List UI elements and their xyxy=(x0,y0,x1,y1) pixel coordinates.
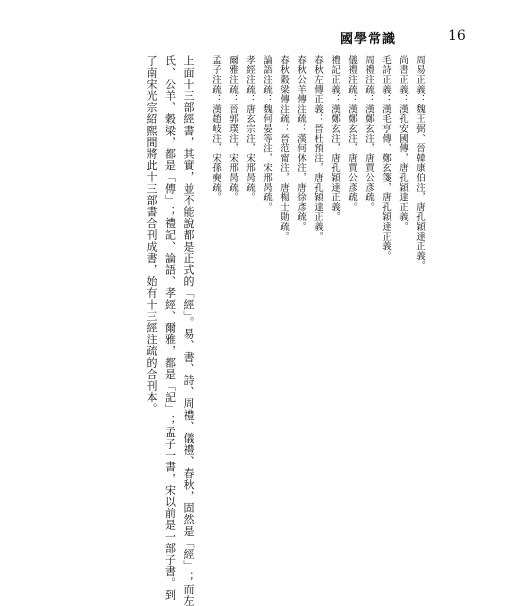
list-item: 尚書正義：漢孔安國傳，唐孔穎達正義。 xyxy=(397,55,408,232)
list-item: 禮記正義：漢鄭玄注，唐孔穎達正義。 xyxy=(329,55,340,222)
page-number: 16 xyxy=(448,28,466,44)
list-item: 孝經注疏：唐玄宗注，宋邢昺疏。 xyxy=(244,55,255,202)
list-item: 周易正義：魏王弼、晉韓康伯注，唐孔穎達正義。 xyxy=(414,55,425,271)
paragraph-line: 上面十三部經書，其實，並不能說都是正式的「經」。易、書、詩、周禮、儀禮、春秋，固然是「經」；而左 xyxy=(182,55,195,606)
list-item: 毛詩正義：漢毛亨傳、鄭玄箋，唐孔穎達正義。 xyxy=(380,55,391,261)
list-item: 爾雅注疏：晉郭璞注，宋邢昺疏。 xyxy=(227,55,238,202)
list-item: 春秋公羊傳注疏：漢何休注，唐徐彥疏。 xyxy=(295,55,306,232)
list-item: 春秋左傳正義：晉杜預注，唐孔穎達正義。 xyxy=(312,55,323,242)
list-item: 儀禮注疏：漢鄭玄注，唐賈公彥疏。 xyxy=(346,55,357,212)
list-item: 論語注疏：魏何晏等注，宋邢昺疏。 xyxy=(261,55,272,212)
paragraph-line: 了南宋光宗紹熙間將此十三部書合刊成書，始有十三經注疏的合刊本。 xyxy=(145,55,158,415)
list-item: 周禮注疏：漢鄭玄注，唐賈公彥疏。 xyxy=(363,55,374,212)
list-item: 孟子注疏：漢趙岐注，宋孫奭疏。 xyxy=(210,55,221,202)
paragraph-line: 氏、公羊、穀梁，都是「傳」；禮記、論語、孝經、爾雅，都是「記」；孟子一書，宋以前是一部子書。到 xyxy=(163,55,177,601)
list-item: 春秋穀梁傳注疏：晉范甯注，唐楊士勛疏。 xyxy=(278,55,289,242)
section-gap xyxy=(197,55,207,475)
running-title: 國學常識 xyxy=(340,32,397,47)
vertical-text-block xyxy=(142,55,429,606)
